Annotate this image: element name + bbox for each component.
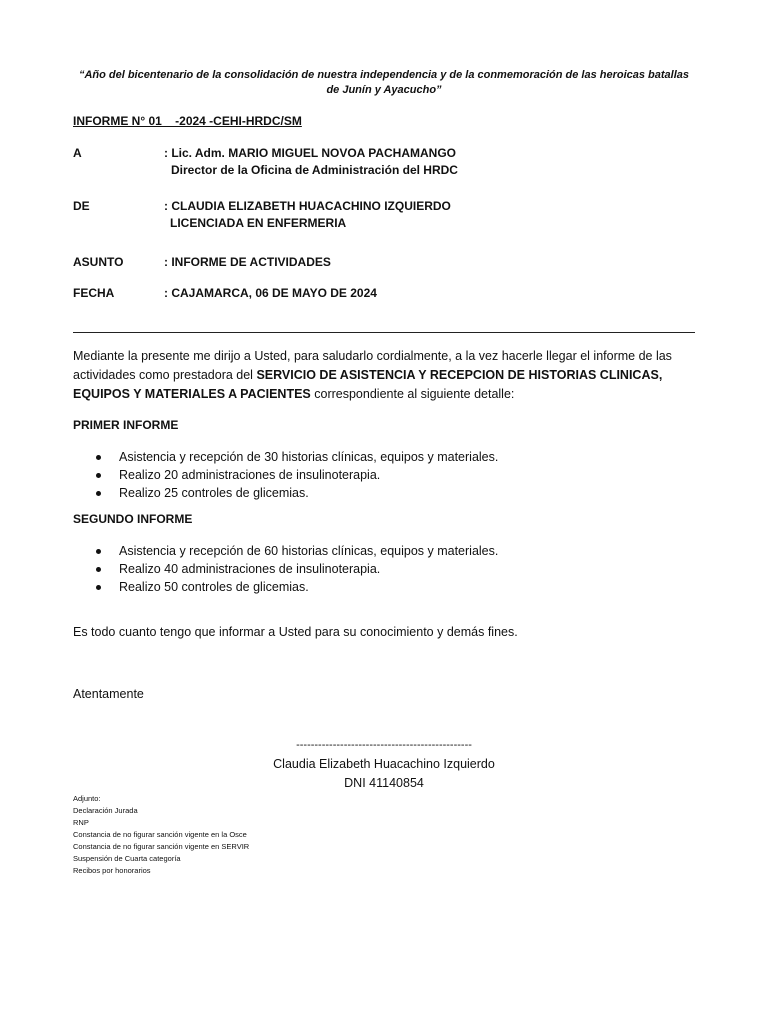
list-item-text: Asistencia y recepción de 60 historias clínicas, equipos y materiales.: [119, 544, 499, 558]
list-item-text: Realizo 20 administraciones de insulinoterapia.: [119, 468, 381, 482]
header-subject-value: : INFORME DE ACTIVIDADES: [164, 255, 331, 269]
attachment-item: RNP: [73, 818, 89, 827]
attachment-item: Declaración Jurada: [73, 806, 138, 815]
bullet-icon: [96, 455, 101, 460]
report-reference: INFORME N° 01 -2024 -CEHI-HRDC/SM: [73, 114, 302, 128]
list-item-text: Realizo 40 administraciones de insulinoterapia.: [119, 562, 381, 576]
section-list-first: [95, 448, 498, 502]
header-to-value: [164, 145, 458, 179]
signature-line: ------------------------------------------------: [296, 739, 472, 751]
closing-paragraph: Es todo cuanto tengo que informar a Usted para su conocimiento y demás fines.: [73, 625, 518, 639]
intro-text-2: correspondiente al siguiente detalle:: [310, 387, 515, 401]
attachment-item: Suspensión de Cuarta categoría: [73, 854, 181, 863]
header-to-position: Director de la Oficina de Administración del HRDC: [171, 163, 458, 177]
regards-text: Atentamente: [73, 687, 144, 701]
header-from-label: DE: [73, 199, 90, 213]
header-subject-label: ASUNTO: [73, 255, 124, 269]
section-title-second: SEGUNDO INFORME: [73, 512, 193, 526]
bullet-icon: [96, 585, 101, 590]
section-list-second: [95, 542, 498, 596]
list-item: [95, 448, 498, 466]
header-from-value: [164, 198, 451, 232]
attachment-item: Recibos por honorarios: [73, 866, 151, 875]
list-item: [95, 578, 498, 596]
header-date-label: FECHA: [73, 286, 115, 300]
bullet-icon: [96, 567, 101, 572]
attachment-item: Constancia de no figurar sanción vigente en la Osce: [73, 830, 247, 839]
list-item: [95, 560, 498, 578]
signature-dni: DNI 41140854: [344, 776, 424, 790]
list-item-text: Realizo 25 controles de glicemias.: [119, 486, 309, 500]
section-title-first: PRIMER INFORME: [73, 418, 179, 432]
list-item: [95, 542, 498, 560]
attachments-title: Adjunto:: [73, 794, 101, 803]
header-divider: [73, 332, 695, 333]
attachment-item: Constancia de no figurar sanción vigente en SERVIR: [73, 842, 250, 851]
attachments-list: [73, 793, 249, 877]
header-to-name: : Lic. Adm. MARIO MIGUEL NOVOA PACHAMANGO: [164, 146, 457, 160]
bullet-icon: [96, 491, 101, 496]
motto-line-1: “Año del bicentenario de la consolidación de nuestra independencia y de la conmemoración de las heroicas batallas: [78, 69, 690, 81]
header-from-position: LICENCIADA EN ENFERMERIA: [170, 216, 347, 230]
intro-paragraph: [73, 347, 698, 404]
bullet-icon: [96, 549, 101, 554]
motto-line-2: de Junín y Ayacucho”: [326, 84, 442, 96]
motto-header: [70, 68, 698, 98]
signature-name: Claudia Elizabeth Huacachino Izquierdo: [273, 757, 495, 771]
header-to-label: A: [73, 146, 82, 160]
header-date-value: : CAJAMARCA, 06 DE MAYO DE 2024: [164, 286, 377, 300]
list-item: [95, 466, 498, 484]
list-item: [95, 484, 498, 502]
header-from-name: : CLAUDIA ELIZABETH HUACACHINO IZQUIERDO: [164, 199, 451, 213]
signature-block: [234, 736, 534, 793]
intro-service-name: SERVICIO DE ASISTENCIA Y RECEPCION DE HISTORIAS CLINICAS, EQUIPOS Y MATERIALES A PACIENTES: [73, 368, 663, 401]
list-item-text: Asistencia y recepción de 30 historias clínicas, equipos y materiales.: [119, 450, 499, 464]
bullet-icon: [96, 473, 101, 478]
intro-text-1: Mediante la presente me dirijo a Usted, para saludarlo cordialmente, a la vez hacerle llegar el informe de las actividades como prestadora del: [73, 349, 672, 382]
list-item-text: Realizo 50 controles de glicemias.: [119, 580, 309, 594]
